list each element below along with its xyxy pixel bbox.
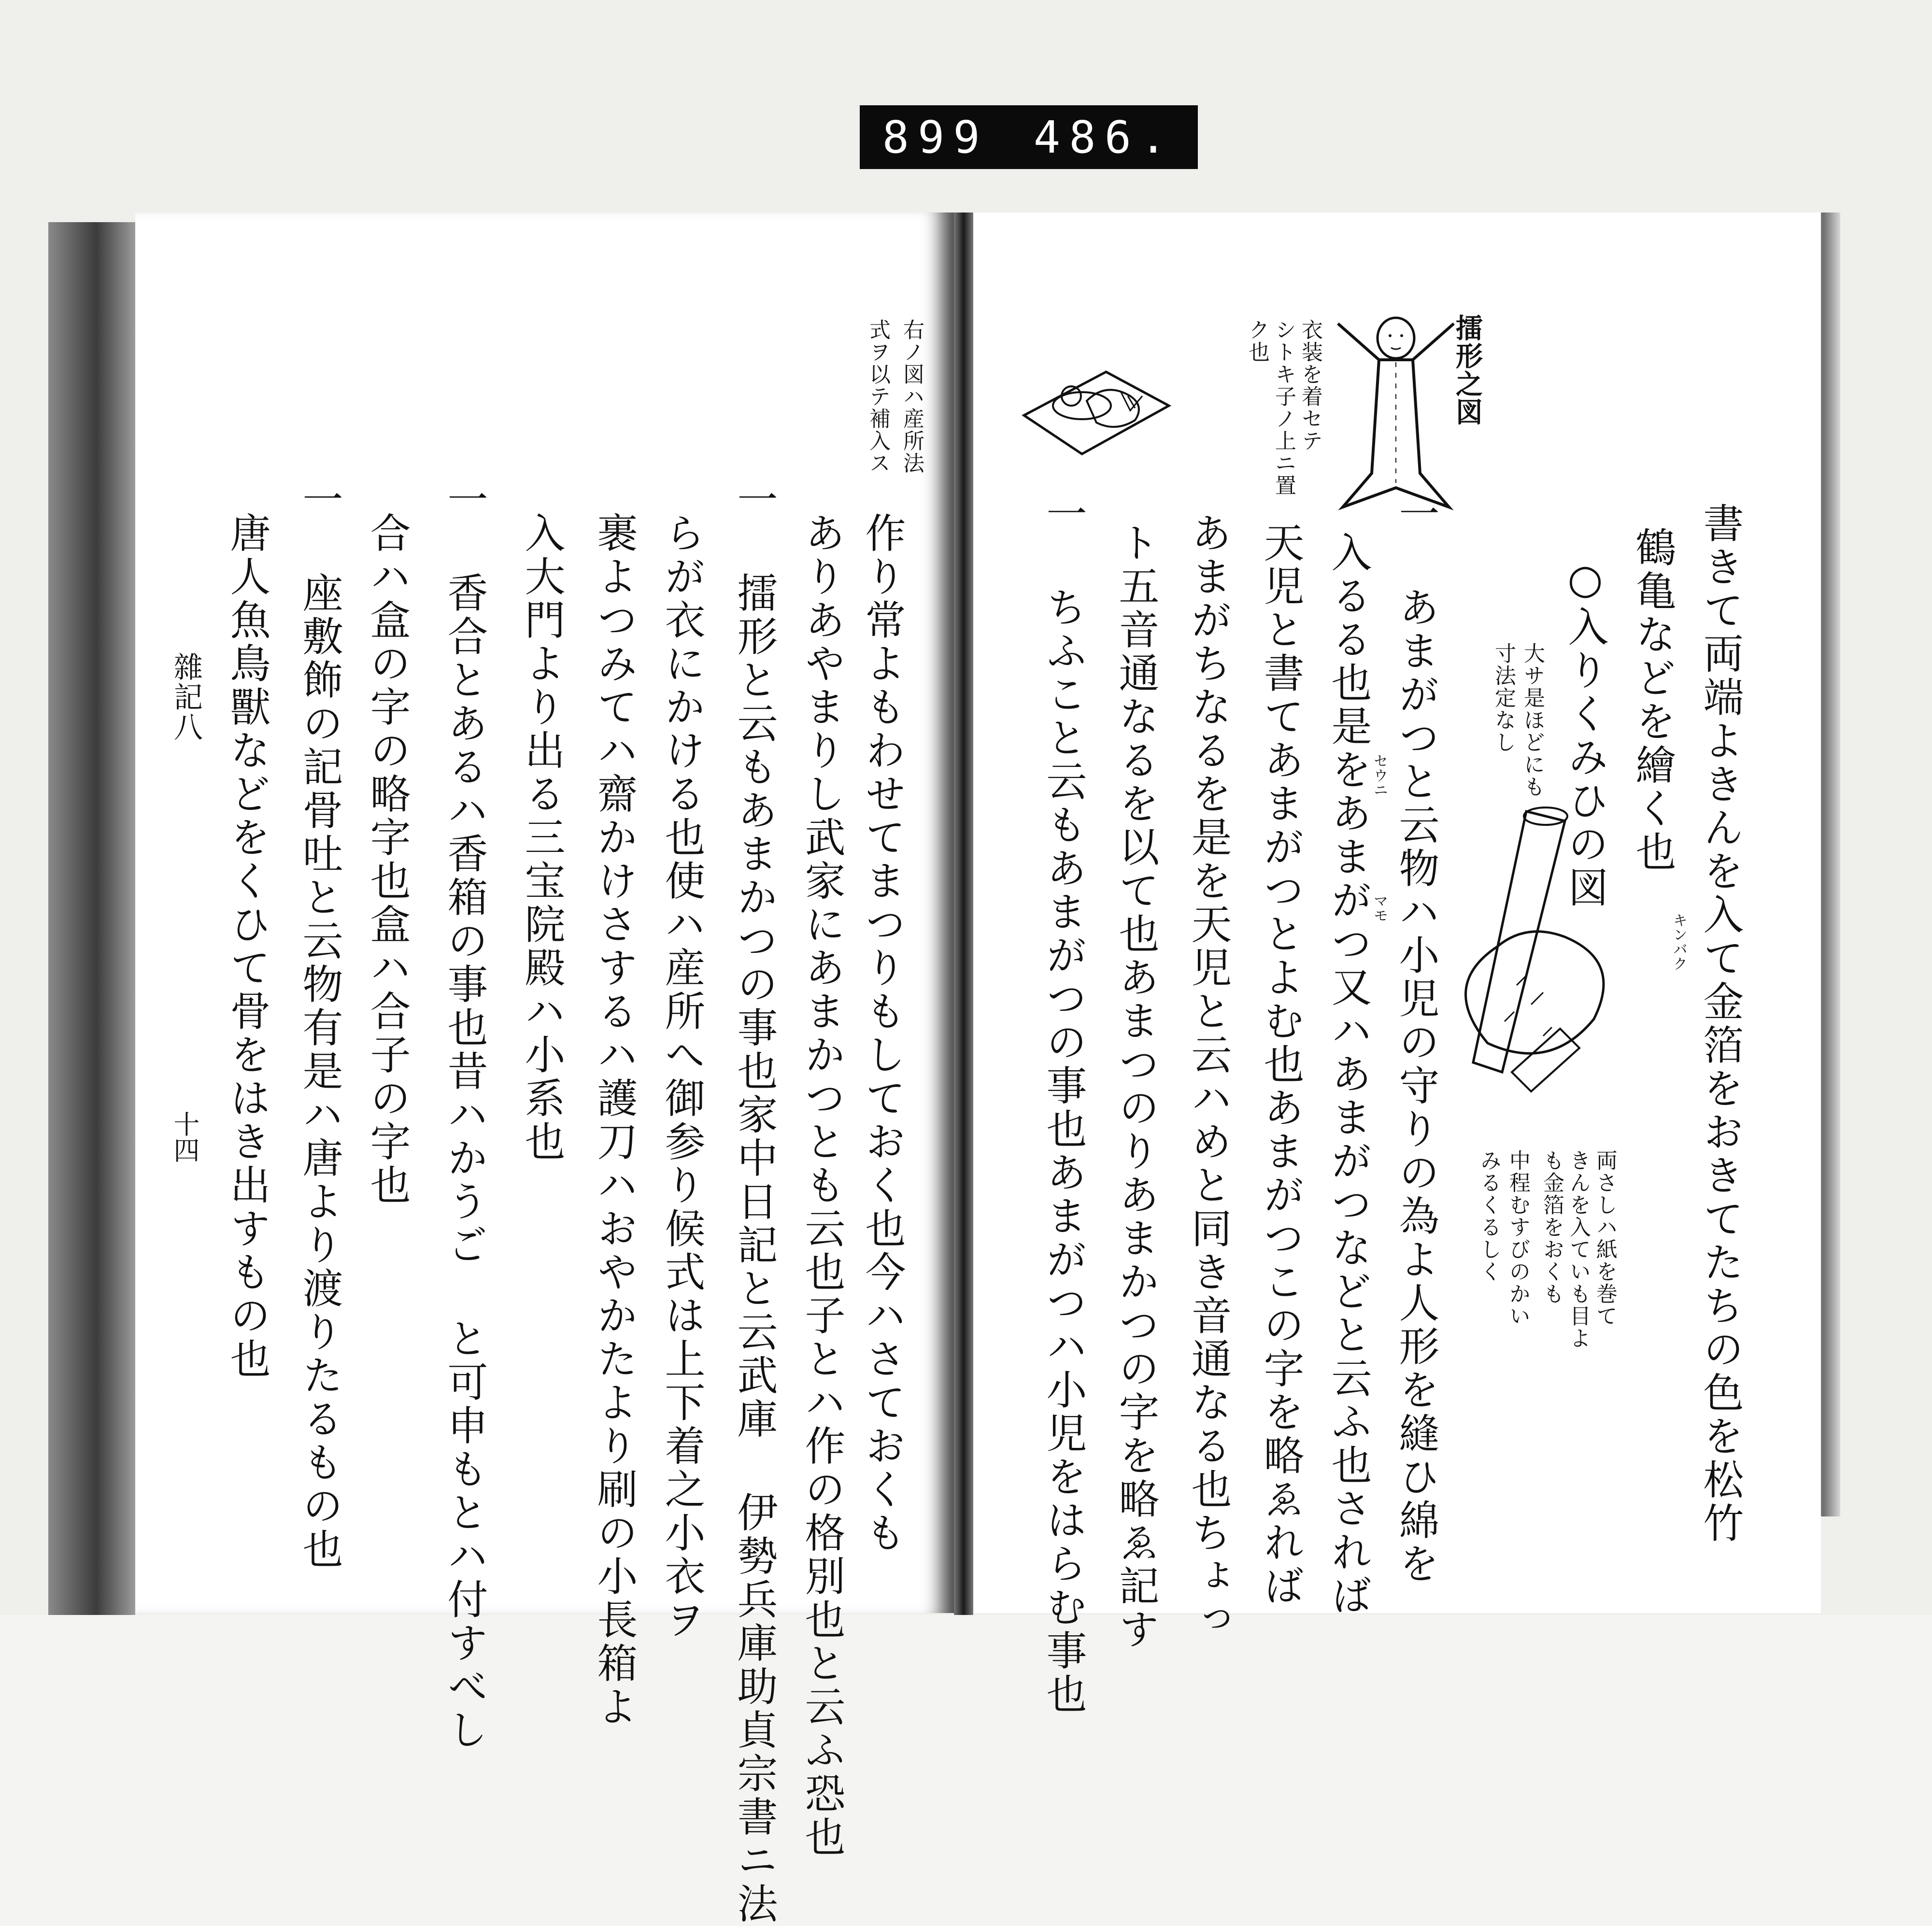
lower-note-4: 中程むすびのかい [1506, 1149, 1530, 1327]
left-column-3: 一 擂形と云もあまかつの事也家中日記と云武庫 伊勢兵庫助貞宗書ニ法 [731, 478, 778, 1926]
figure-caption-3: ク也 [1245, 319, 1269, 363]
left-column-5: 裹よつみてハ齋かけさするハ護刀ハおやかたより刷の小長箱よ [591, 512, 638, 1729]
left-note-line-2: 式ヲ以テ補入ス [866, 319, 890, 474]
lower-note-1: 両さしハ紙を巻て [1592, 1149, 1617, 1327]
right-column-1: 書きて両端よきんを入て金箔をおきてたちの色を松竹 [1697, 502, 1744, 1545]
book-gutter [954, 212, 973, 1615]
frame-number-left: 899 [882, 111, 989, 163]
left-note-line-1: 右ノ図ハ産所法 [899, 319, 924, 474]
right-column-3: ○入りくみひの図 [1562, 555, 1609, 910]
left-column-4: らが衣にかける也使ハ産所へ御参り候式は上下着之小衣ヲ [658, 512, 706, 1642]
left-column-10: 唐人魚鳥獸などをくひて骨をはき出すもの也 [224, 512, 271, 1381]
book-edge-left [48, 222, 135, 1615]
amagatsu-doll-figure [1323, 314, 1468, 517]
right-column-8: ト五音通なるを以て也あまつのりあまかつの字を略ゑ記す [1112, 522, 1160, 1652]
right-column-5: 入るる也是をあまがつ又ハあまがつなどと云ふ也されば [1325, 531, 1372, 1618]
figure-caption-1: 衣装を着セテ [1298, 319, 1322, 452]
frame-number-right: 486. [1033, 111, 1176, 163]
right-column-4: 一 あまがつと云物ハ小児の守りの為よ人形を縫ひ綿を [1392, 493, 1440, 1586]
figure-caption-2: シトキ子ノ上ニ置 [1271, 319, 1296, 496]
lower-note-2: きんを入ていも目よ [1566, 1149, 1591, 1349]
size-note-2: 寸法定なし [1491, 642, 1516, 753]
lower-note-5: みるくるしく [1477, 1149, 1501, 1283]
right-column-6: 天児と書てあまがつとよむ也あまがつこの字を略ゑれば [1257, 522, 1305, 1608]
lower-note-3: も金箔をおくも [1539, 1149, 1564, 1305]
volume-title: 雜記八 [169, 652, 203, 742]
left-column-2: ありあやまりし武家にあまかつとも云也子とハ作の格別也と云ふ恐也 [798, 512, 846, 1859]
left-column-8: 合ハ盒の字の略字也盒ハ合子の字也 [364, 512, 411, 1207]
right-column-9: 一 ちふこと云もあまがつの事也あまがつハ小児をはらむ事也 [1040, 493, 1087, 1716]
size-note-1: 大サ是ほどにも [1520, 642, 1545, 798]
page-number: 十四 [170, 1111, 200, 1163]
left-column-9: 一 座敷飾の記骨吐と云物有是ハ唐より渡りたるもの也 [296, 478, 343, 1572]
right-column-2: 鶴亀などを繪く也 [1629, 526, 1676, 874]
microfilm-frame-label [860, 105, 1198, 169]
figure-title: 擂形之図 [1451, 314, 1483, 426]
ruby-shouni: セウニ [1371, 753, 1388, 797]
ruby-mamo: マモ [1371, 893, 1388, 922]
left-column-7: 一 香合とあるハ香箱の事也昔ハかうご と可申もとハ付すべし [441, 478, 488, 1752]
left-column-6: 入大門より出る三宝院殿ハ小系也 [518, 512, 566, 1164]
ruby-kinbaku: キンバク [1670, 913, 1687, 971]
right-column-7: あまがちなるを是を天児と云ハめと同き音通なる也ちょっ [1185, 512, 1232, 1642]
left-column-1: 作り常よもわせてまつりもしておく也今ハさておくも [859, 512, 906, 1555]
